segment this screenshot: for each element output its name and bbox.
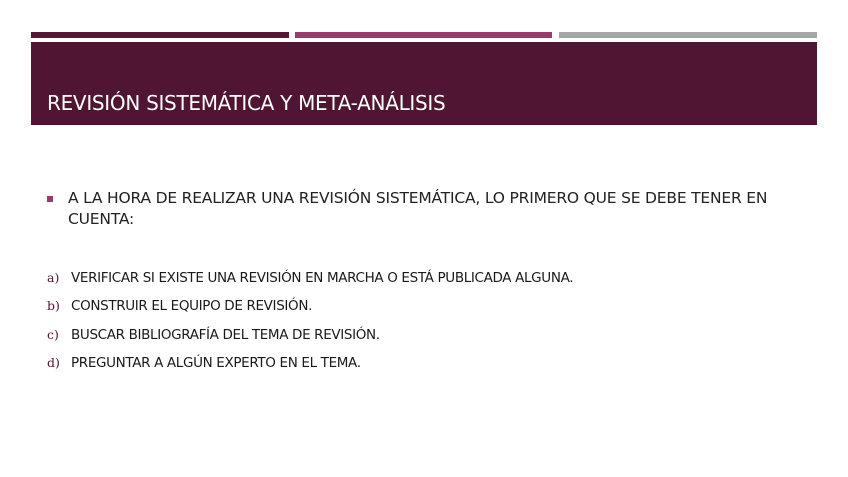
list-marker: c) <box>47 326 59 342</box>
list-item <box>47 267 573 295</box>
list-marker: a) <box>47 270 60 285</box>
accent-bar-gray <box>559 32 817 38</box>
list-item-text: CONSTRUIR EL EQUIPO DE REVISIÓN. <box>71 298 313 315</box>
list-item-text: VERIFICAR SI EXISTE UNA REVISIÓN EN MARCHA O ESTÁ PUBLICADA ALGUNA. <box>71 270 574 286</box>
square-bullet-icon <box>47 196 53 202</box>
accent-bar-dark <box>31 32 289 38</box>
list-marker: b) <box>47 298 60 314</box>
list-marker: d) <box>47 354 60 370</box>
list-item <box>47 324 573 352</box>
list-item-text: BUSCAR BIBLIOGRAFÍA DEL TEMA DE REVISIÓN. <box>71 326 380 343</box>
list-item <box>47 352 573 380</box>
list-item-text: PREGUNTAR A ALGÚN EXPERTO EN EL TEMA. <box>71 354 361 371</box>
steps-list <box>47 267 573 380</box>
slide-title: REVISIÓN SISTEMÁTICA Y META-ANÁLISIS <box>47 91 446 115</box>
accent-bar-magenta <box>295 32 552 38</box>
intro-text: A LA HORA DE REALIZAR UNA REVISIÓN SISTEMÁTICA, LO PRIMERO QUE SE DEBE TENER EN CUENTA: <box>68 189 768 228</box>
title-band <box>31 42 817 125</box>
list-item <box>47 295 573 323</box>
